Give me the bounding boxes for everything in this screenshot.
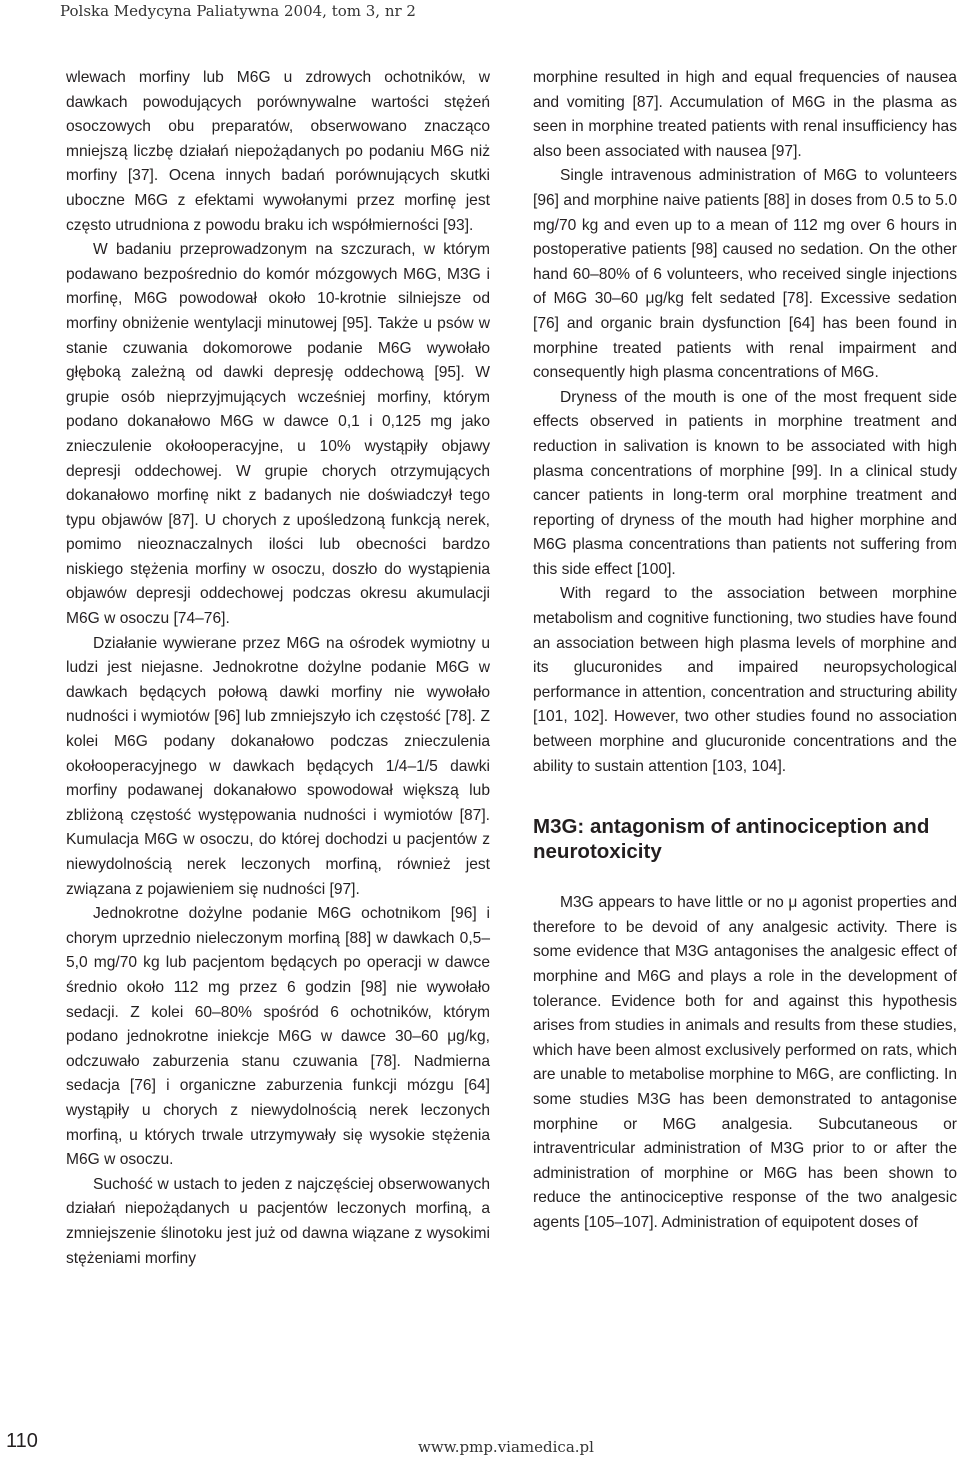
left-paragraph-5: Suchość w ustach to jeden z najczęściej obserwowanych działań niepożądanych u pacjentów leczonych morfiną, a zmniejszenie ślinotoku jest już od dawna wiązane z wysokimi stężeniami morfiny	[66, 1175, 490, 1267]
right-paragraph-3: Dryness of the mouth is one of the most frequent side effects observed in patients in morphine treatment and reduction in salivation is known to be associated with high plasma concentrations of morphine [99]. In a clinical study cancer patients in long-term oral morphine treatment and reporting of dryness of the mouth had higher morphine and M6G plasma concentrations than patients not suffering from this side effect [100].	[533, 388, 957, 578]
right-paragraph-4: With regard to the association between morphine metabolism and cognitive functioning, two studies have found an association between high plasma levels of morphine and its glucuronides and impaired neuropsychological performance in attention, concentration and structuring ability [101, 102]. However, two other studies found no association between morphine and glucuronide concentrations and the ability to sustain attention [103, 104].	[533, 585, 957, 775]
right-column	[533, 66, 957, 1236]
right-paragraph-2: Single intravenous administration of M6G to volunteers [96] and morphine naive patients [88] in doses from 0.5 to 5.0 mg/70 kg and even up to a mean of 112 mg over 6 hours in postoperative patients [98] caused no sedation. On the other hand 60–80% of 6 volunteers, who received single injections of M6G 30–60 μg/kg felt sedated [78]. Excessive sedation [76] and organic brain dysfunction [64] has been found in morphine treated patients with renal impairment and consequently high plasma concentrations of M6G.	[533, 167, 957, 382]
left-paragraph-4: Jednokrotne dożylne podanie M6G ochotnikom [96] i chorym uprzednio nieleczonym morfiną [88] w dawkach 0,5–5,0 mg/70 kg lub pacjentom będących po operacji w dawce średnio około 112 mg przez 6 godzin [98] nie wywołało sedacji. Z kolei 60–80% spośród 6 ochotników, którym podano jednokrotne iniekcje M6G w dawce 30–60 μg/kg, odczuwało zaburzenia stanu czuwania [78]. Nadmierna sedacja [76] i organiczne zaburzenia funkcji mózgu [64] wystąpiły u chorych z niewydolnością nerek leczonych morfiną, u których trwale utrzymywały się wysokie stężenia M6G w osoczu.	[66, 905, 490, 1169]
left-paragraph-2: W badaniu przeprowadzonym na szczurach, w którym podawano bezpośrednio do komór mózgowych M6G, M3G i morfinę, M6G powodował około 10-krotnie silniejsze od morfiny obniżenie wentylacji minutowej [95]. Także u psów w stanie czuwania dokomorowe podanie M6G wywołało głęboką zależną od dawki depresję oddechową [95]. W grupie osób nieprzyjmujących wcześniej morfiny, którym podano dokanałowo M6G w dawce 0,1 i 0,125 mg jako znieczulenie okołooperacyjne, u 10% wystąpiły objawy depresji oddechowej. W grupie chorych otrzymujących dokanałowo morfinę nikt z badanych nie doświadczył tego typu objawów [87]. U chorych z upośledzoną funkcją nerek, pomimo nieoznaczalnych ilości lub obecności bardzo niskiego stężenia morfiny w osoczu, doszło do wystąpienia objawów depresji oddechowej podczas okresu akumulacji M6G w osoczu [74–76].	[66, 241, 490, 628]
left-paragraph-1: wlewach morfiny lub M6G u zdrowych ochotników, w dawkach powodujących porównywalne wartości stężeń osoczowych obu preparatów, obserwowano znacząco mniejszą liczbę działań niepożądanych po podaniu M6G niż morfiny [37]. Ocena innych badań porównujących skutki uboczne M6G z efektami wywołanymi przez morfinę jest często utrudniona z powodu braku ich współmierności [93].	[66, 69, 490, 234]
left-column	[66, 66, 490, 1271]
footer-url: www.pmp.viamedica.pl	[418, 1438, 594, 1456]
left-paragraph-3: Działanie wywierane przez M6G na ośrodek wymiotny u ludzi jest niejasne. Jednokrotne dożylne podanie M6G w dawkach będących połową dawki morfiny nie wywołało nudności i wymiotów [96] lub zmniejszyło ich częstość [78]. Z kolei M6G podany dokanałowo podczas znieczulenia okołooperacyjnego w dawkach będących 1/4–1/5 dawki morfiny podawanej dokanałowo spowodował większą lub zbliżoną częstość występowania nudności i wymiotów [87]. Kumulacja M6G w osoczu, do której dochodzi u pacjentów z niewydolnością nerek leczonych morfiną, również jest związana z pojawieniem się nudności [97].	[66, 634, 490, 898]
section-paragraph-1: M3G appears to have little or no μ agonist properties and therefore to be devoid of any analgesic activity. There is some evidence that M3G antagonises the analgesic effect of morphine and M6G and plays a role in the development of tolerance. Evidence both for and against this hypothesis arises from studies in animals and results from these studies, which have been almost exclusively performed on rats, which are unable to metabolise morphine to M6G, are conflicting. In some studies M3G has been demonstrated to antagonise morphine or M6G analgesia. Subcutaneous or intraventricular administration of M3G prior to or after the administration of morphine or M6G has been shown to reduce the antinociceptive response of the two analgesic agents [105–107]. Administration of equipotent doses of	[533, 894, 957, 1231]
right-paragraph-1: morphine resulted in high and equal frequencies of nausea and vomiting [87]. Accumulation of M6G in the plasma as seen in morphine treated patients with renal insufficiency has also been associated with nausea [97].	[533, 69, 957, 160]
section-heading: M3G: antagonism of antinociception and neurotoxicity	[533, 815, 930, 864]
running-head: Polska Medycyna Paliatywna 2004, tom 3, nr 2	[60, 2, 416, 20]
page-number: 110	[6, 1430, 38, 1452]
